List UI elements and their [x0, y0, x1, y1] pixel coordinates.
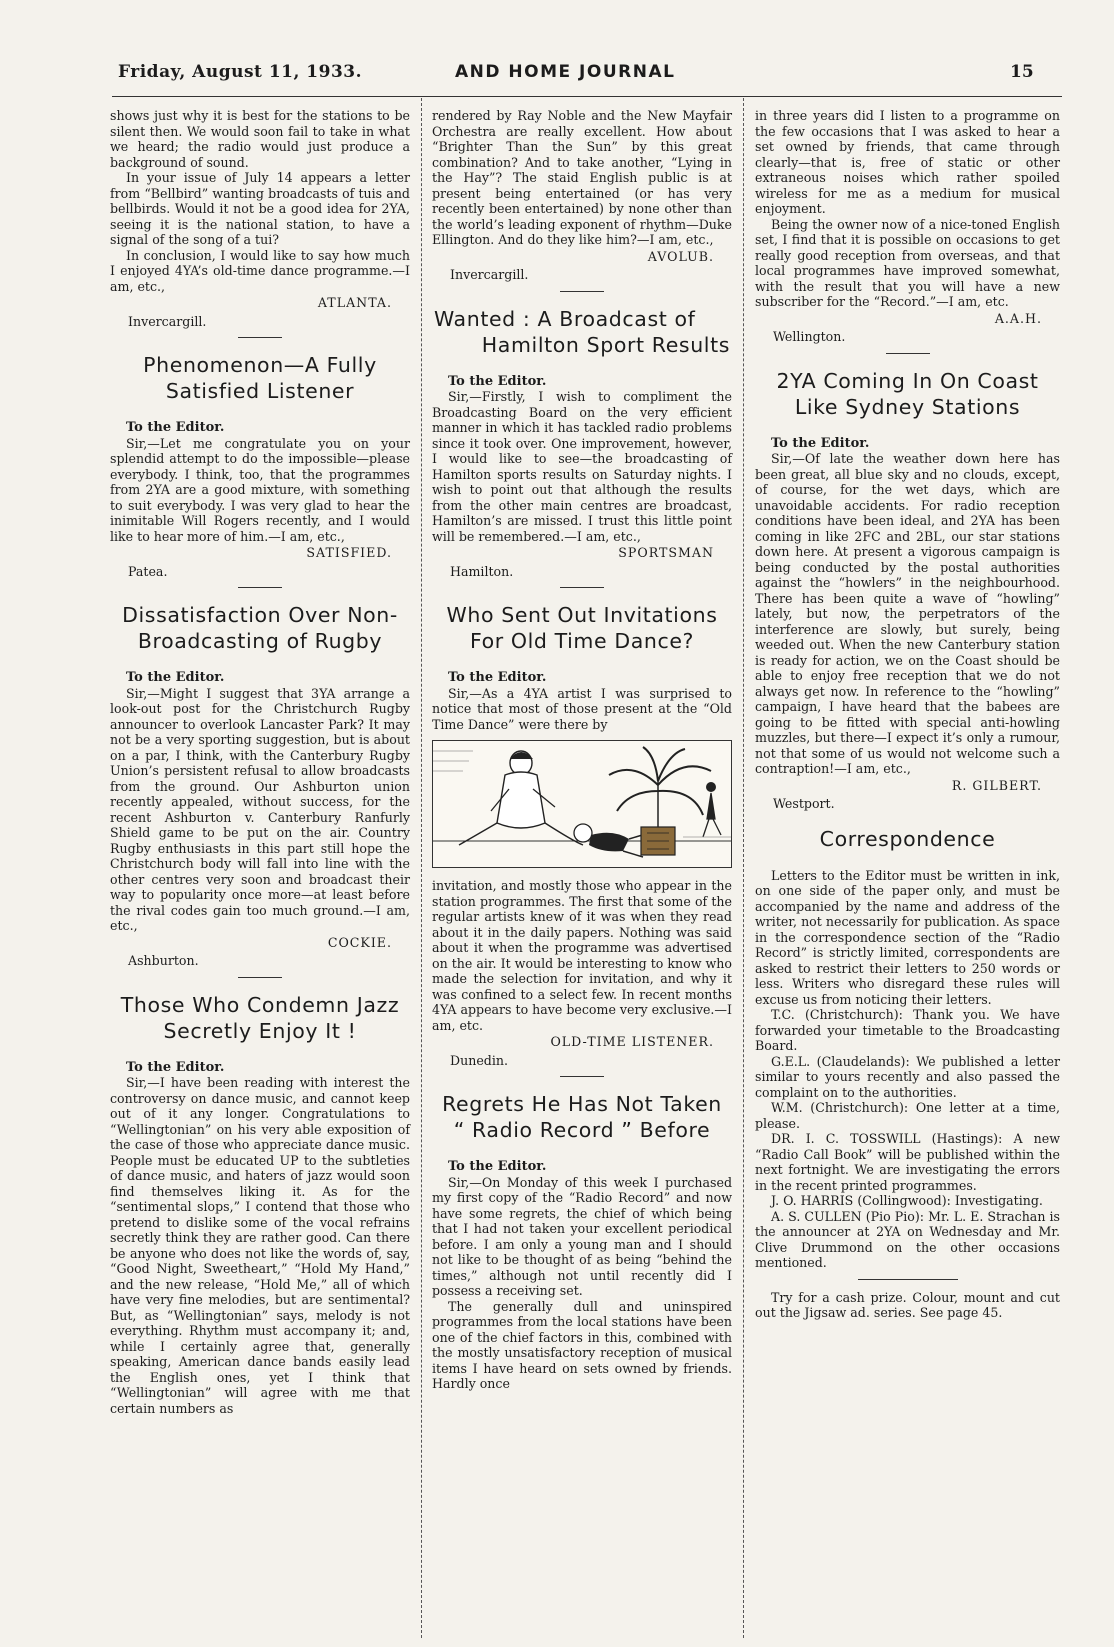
- letter-atlanta: [110, 108, 410, 329]
- issue-date: Friday, August 11, 1933.: [118, 62, 363, 82]
- letter-cockie: [110, 602, 410, 969]
- column-3: [755, 108, 1060, 1321]
- letter-body: invitation, and mostly those who appear in the station programmes. The first that some of the regular artists knew of it was when they read about it in the daily papers. Nothing was said about it when the programme was advertised on the air. It would be interesting to know who made the selection for invitation, and why it was confined to a select few. In recent months 4YA appears to have become very exclusive.—I am, etc.: [432, 878, 732, 1033]
- heading-line: Secretly Enjoy It !: [163, 1018, 357, 1043]
- column-divider: [743, 98, 744, 1638]
- letter-place: Hamilton.: [450, 563, 514, 579]
- correspondence-reply: A. S. CULLEN (Pio Pio): Mr. L. E. Strachan is the announcer at 2YA on Wednesday and Mr. Clive Drummond on the other occasions mentioned.: [755, 1208, 1060, 1270]
- letter-body: Sir,—I have been reading with interest the controversy on dance music, and cannot keep out of it any longer. Congratulations to “Wellingtonian” on his very able exposition of the case of those who appreciate dance music. People must be educated UP to the subtleties of dance music, and haters of jazz would soon find themselves liking it. As for the “sentimental slops,” I contend that those who pretend to dislike some of the vocal refrains secretly think they are rather good. Can there be anyone who does not like the words of, say, “Good Night, Sweetheart,” “Hold My Hand,” and the new release, “Hold Me,” all of which have very fine melodies, but are sentimental? But, as “Wellingtonian” says, melody is not everything. Rhythm must accompany it; and, while I certainly agree that, generally speaking, American dance bands easily lead the English ones, yet I think that “Wellingtonian” will agree with me that certain numbers as: [110, 1075, 410, 1416]
- letter-signature: ATLANTA.: [317, 295, 392, 310]
- column-divider: [421, 98, 422, 1638]
- section-separator: [858, 1279, 958, 1280]
- letter-paragraph: in three years did I listen to a programme on the few occasions that I was asked to hear a set owned by friends, that came through clearly—that is, free of static or other extraneous noises which rather spoiled wireless for me as a medium for musical enjoyment.: [755, 108, 1060, 216]
- heading-line: Those Who Condemn Jazz: [120, 992, 400, 1017]
- letter-paragraph: In your issue of July 14 appears a letter from “Bellbird” wanting broadcasts of tuis and bellbirds. Would it not be a good idea for 2YA, seeing it is the national station, to have a signal of the song of a tui?: [110, 170, 410, 247]
- letter-satisfied: [110, 352, 410, 579]
- header-rule: [112, 96, 1062, 97]
- heading-line: Regrets He Has Not Taken: [442, 1092, 722, 1116]
- heading-line: Dissatisfaction Over Non-: [122, 603, 398, 627]
- letter-signature: COCKIE.: [327, 934, 392, 950]
- letter-aah: [755, 108, 1060, 345]
- correspondence-reply: J. O. HARRIS (Collingwood): Investigating.: [771, 1193, 1043, 1208]
- letter-signature: A.A.H.: [994, 310, 1042, 326]
- section-separator: [560, 1076, 604, 1077]
- correspondence-intro: Letters to the Editor must be written in ink, on one side of the paper only, and must be accompanied by the name and address of the writer, not necessarily for publication. As space in the correspondence section of the “Radio Record” is strictly limited, correspondents are asked to restrict their letters to 250 words or less. Writers who disregard these rules will excuse us from noticing their letters.: [755, 867, 1060, 1007]
- heading-line: Wanted : A Broadcast of: [434, 306, 696, 331]
- to-the-editor: To the Editor.: [771, 435, 870, 451]
- letter-body: Sir,—As a 4YA artist I was surprised to notice that most of those present at the “Old Time Dance” were there by: [432, 685, 732, 732]
- letter-signature: SPORTSMAN: [618, 545, 714, 560]
- letter-signature: R. GILBERT.: [951, 777, 1042, 793]
- heading-line: Satisfied Listener: [165, 379, 355, 403]
- correspondence-reply: W.M. (Christchurch): One letter at a time, please.: [755, 1100, 1060, 1131]
- article-heading: [432, 602, 732, 654]
- heading-line: Like Sydney Stations: [794, 394, 1021, 419]
- column-1: [110, 108, 410, 1416]
- letter-paragraph: Sir,—On Monday of this week I purchased my first copy of the “Radio Record” and now have some regrets, the chief of which being that I had not taken your excellent periodical before. I am only a young man and I should not like to be thought of as being “behind the times,” although not until recently did I possess a receiving set.: [432, 1174, 732, 1298]
- to-the-editor: To the Editor.: [126, 670, 225, 685]
- letter-place: Invercargill.: [128, 313, 207, 329]
- cartoon-illustration: [432, 740, 732, 868]
- heading-line: Who Sent Out Invitations: [446, 603, 718, 627]
- letter-place: Wellington.: [773, 329, 846, 344]
- letter-old-time-listener: [432, 602, 732, 1068]
- heading-line: Phenomenon—A Fully: [143, 353, 377, 377]
- cash-prize-notice: Try for a cash prize. Colour, mount and cut out the Jigsaw ad. series. See page 45.: [755, 1289, 1060, 1320]
- letter-place: Westport.: [773, 796, 835, 811]
- letter-body: Sir,—Of late the weather down here has been great, all blue sky and no clouds, except, of course, for the wet days, which are unavoidable accidents. For radio reception conditions have been ideal, and 2YA has been coming in like 2FC and 2BL, our star stations down here. At present a vigorous campaign is being conducted by the postal authorities against the “howlers” in the neighbourhood. There has been quite a wave of “howling” lately, but now, the perpetrators of the interference are slowly, but surely, being weeded out. When the new Canterbury station is ready for action, we on the Coast should be able to enjoy free reception that we do not always get now. In reference to the “howling” campaign, I have heard that the babees are going to be fitted with special anti-howling muzzles, but there—I expect it’s only a rumour, not that some of us would not welcome such a contraption!—I am, etc.,: [755, 451, 1060, 776]
- heading-line: “ Radio Record ” Before: [453, 1118, 711, 1142]
- heading-line: For Old Time Dance?: [469, 629, 695, 653]
- letter-gilbert: [755, 368, 1060, 812]
- to-the-editor: To the Editor.: [126, 420, 225, 435]
- article-heading: [110, 602, 410, 654]
- letter-place: Invercargill.: [450, 267, 529, 282]
- letter-signature: OLD-TIME LISTENER.: [550, 1034, 714, 1049]
- letter-signature: SATISFIED.: [306, 545, 392, 560]
- section-separator: [560, 291, 604, 292]
- correspondence-section: [755, 826, 1060, 1271]
- letter-signature: AVOLUB.: [647, 248, 714, 264]
- article-heading: [432, 306, 732, 358]
- letter-body: Sir,—Firstly, I wish to compliment the Broadcasting Board on the very efficient manner in which it has tackled radio problems since it took over. One improvement, however, I would like to see—the broadcasting of Hamilton sports results on Saturday nights. I wish to point out that although the results from the other main centres are broadcast, Hamilton’s are missed. I trust this little point will be remembered.—I am, etc.,: [432, 389, 732, 544]
- section-separator: [238, 337, 282, 338]
- journal-title: AND HOME JOURNAL: [455, 62, 676, 82]
- article-heading: [755, 368, 1060, 420]
- heading-line: Broadcasting of Rugby: [137, 629, 383, 653]
- cartoon-drawing: [433, 741, 731, 865]
- article-heading: [110, 992, 410, 1044]
- letter-paragraph: In conclusion, I would like to say how much I enjoyed 4YA’s old-time dance programme.—I am, etc.,: [110, 247, 410, 294]
- to-the-editor: To the Editor.: [126, 1059, 225, 1075]
- correspondence-reply: G.E.L. (Claudelands): We published a letter similar to yours recently and also passed the complaint on to the authorities.: [755, 1053, 1060, 1100]
- letter-body: rendered by Ray Noble and the New Mayfair Orchestra are really excellent. How about “Brighter Than the Sun” by this great combination? And to take another, “Lying in the Hay”? The staid English public is at present being entertained (or has very recently been entertained) by none other than the world’s leading exponent of rhythm—Duke Ellington. And do they like him?—I am, etc.,: [432, 108, 732, 247]
- correspondence-reply: T.C. (Christchurch): Thank you. We have forwarded your timetable to the Broadcasting Board.: [755, 1007, 1060, 1053]
- heading-line: Hamilton Sport Results: [481, 332, 730, 357]
- letter-regrets: [432, 1091, 732, 1392]
- letter-paragraph: shows just why it is best for the stations to be silent then. We would soon fail to take in what we heard; the radio would just produce a background of sound.: [110, 108, 410, 170]
- correspondence-reply: DR. I. C. TOSSWILL (Hastings): A new “Radio Call Book” will be published within the next fortnight. We are investigating the errors in the recent printed programmes.: [755, 1131, 1060, 1193]
- letter-avolub: [432, 108, 732, 283]
- section-separator: [238, 587, 282, 588]
- letter-sportsman: [432, 306, 732, 580]
- column-2: [432, 108, 732, 1392]
- page-number: 15: [1010, 62, 1034, 82]
- section-separator: [886, 353, 930, 354]
- letter-paragraph: Being the owner now of a nice-toned English set, I find that it is possible on occasions to get really good reception from overseas, and that local programmes have improved somewhat, with the result that you will have a new subscriber for the “Record.”—I am, etc.: [755, 216, 1060, 309]
- letter-paragraph: The generally dull and uninspired programmes from the local stations have been one of the chief factors in this, combined with the mostly unsatisfactory reception of musical items I have heard on sets owned by friends. Hardly once: [432, 1298, 732, 1391]
- article-heading: [432, 1091, 732, 1143]
- page-header: [0, 0, 1114, 95]
- section-heading: Correspondence: [819, 826, 996, 851]
- article-heading: [110, 352, 410, 404]
- to-the-editor: To the Editor.: [448, 1159, 547, 1174]
- section-separator: [560, 587, 604, 588]
- letter-body: Sir,—Might I suggest that 3YA arrange a look-out post for the Christchurch Rugby announcer to overlook Lancaster Park? It may not be a very sporting suggestion, but is about on a par, I think, with the Canterbury Rugby Union’s persistent refusal to allow broadcasts from the ground. Our Ashburton union recently appealed, without success, for the recent Ashburton v. Canterbury Ranfurly Shield game to be put on the air. Country Rugby enthusiasts in this part still hope the Christchurch body will fall into line with the other centres very soon and broadcast their way to popularity once more—at least before the rival codes gain too much ground.—I am, etc.,: [110, 685, 410, 933]
- letter-place: Dunedin.: [450, 1052, 508, 1068]
- letter-body: Sir,—Let me congratulate you on your splendid attempt to do the impossible—please everybody. I think, too, that the programmes from 2YA are a good mixture, with something to suit everybody. I was very glad to hear the inimitable Will Rogers recently, and I would like to hear more of him.—I am, etc.,: [110, 435, 410, 544]
- letter-place: Ashburton.: [128, 953, 199, 968]
- heading-line: 2YA Coming In On Coast: [776, 368, 1039, 393]
- to-the-editor: To the Editor.: [448, 670, 547, 685]
- section-separator: [238, 977, 282, 978]
- letter-jazz: [110, 992, 410, 1417]
- letter-place: Patea.: [128, 563, 168, 579]
- to-the-editor: To the Editor.: [448, 373, 547, 389]
